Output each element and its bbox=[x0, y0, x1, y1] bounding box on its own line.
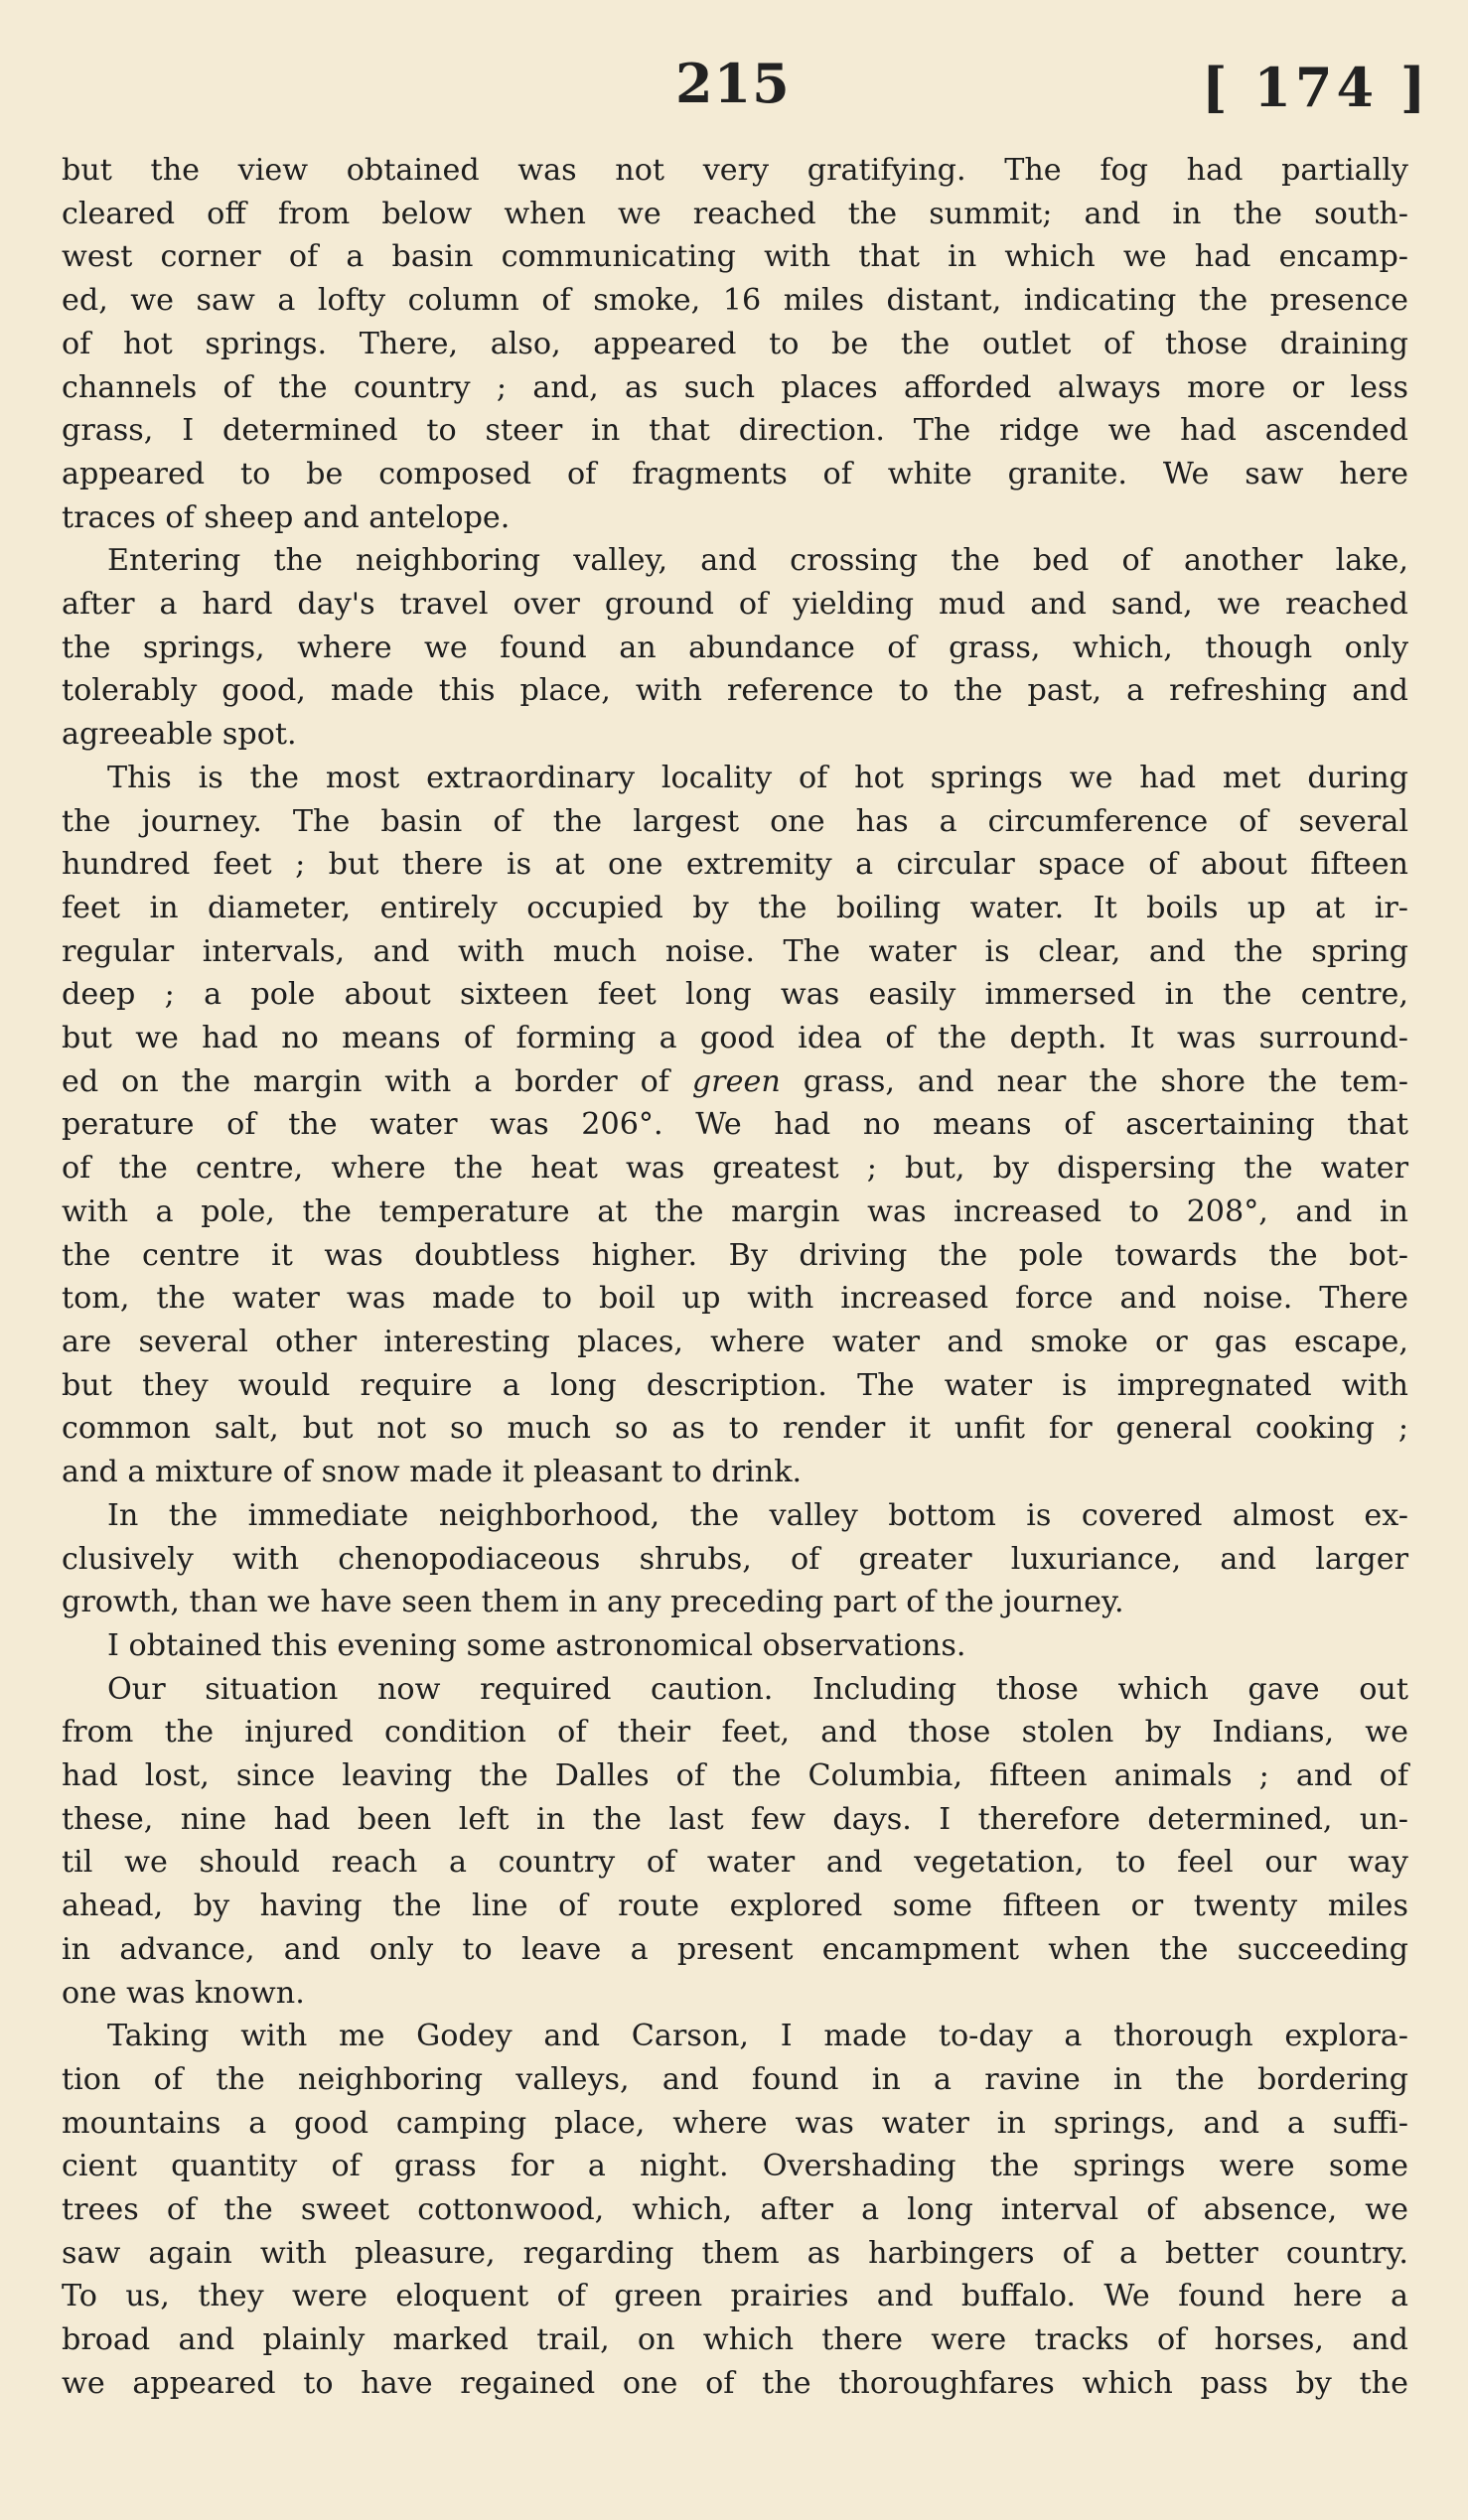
text-line: til we should reach a country of water and vegetation, to feel our way bbox=[62, 1845, 1408, 1881]
text-line: deep ; a pole about sixteen feet long was easily immersed in the centre, bbox=[62, 977, 1408, 1013]
text-line: trees of the sweet cottonwood, which, after a long interval of absence, we bbox=[62, 2192, 1408, 2228]
text-line: ed on the margin with a border of green grass, and near the shore the tem- bbox=[62, 1063, 1408, 1099]
text-line: Our situation now required caution. Including those which gave out bbox=[107, 1671, 1408, 1707]
paragraph bbox=[62, 757, 1408, 1494]
text-line: we appeared to have regained one of the thoroughfares which pass by the bbox=[62, 2365, 1408, 2401]
text-line: growth, than we have seen them in any preceding part of the journey. bbox=[62, 1585, 1124, 1620]
text-line: ahead, by having the line of route explored some fifteen or twenty miles bbox=[62, 1889, 1408, 1924]
paragraph bbox=[62, 149, 1408, 539]
text-line: ed, we saw a lofty column of smoke, 16 miles distant, indicating the presence bbox=[62, 283, 1408, 319]
text-line: I obtained this evening some astronomical observations. bbox=[107, 1627, 966, 1663]
paragraph bbox=[62, 1494, 1408, 1624]
text-line: tolerably good, made this place, with reference to the past, a refreshing and bbox=[62, 673, 1408, 709]
text-line: Taking with me Godey and Carson, I made to-day a thorough explora- bbox=[107, 2019, 1408, 2054]
text-line: mountains a good camping place, where was water in springs, and a suffi- bbox=[62, 2105, 1408, 2141]
text-line: of hot springs. There, also, appeared to be the outlet of those draining bbox=[62, 326, 1408, 361]
text-line: To us, they were eloquent of green prairies and buffalo. We found here a bbox=[62, 2279, 1408, 2314]
text-line: agreeable spot. bbox=[62, 717, 297, 753]
text-line: are several other interesting places, where water and smoke or gas escape, bbox=[62, 1324, 1408, 1359]
text-line: of the centre, where the heat was greatest ; but, by dispersing the water bbox=[62, 1151, 1408, 1187]
text-line: tion of the neighboring valleys, and found in a ravine in the bordering bbox=[62, 2061, 1408, 2097]
text-line: common salt, but not so much so as to render it unfit for general cooking ; bbox=[62, 1411, 1408, 1447]
text-line: channels of the country ; and, as such places afforded always more or less bbox=[62, 369, 1408, 405]
paragraph bbox=[62, 2015, 1408, 2405]
text-line: feet in diameter, entirely occupied by the boiling water. It boils up at ir- bbox=[62, 890, 1408, 925]
text-line: In the immediate neighborhood, the valley bottom is covered almost ex- bbox=[107, 1497, 1408, 1533]
paragraph bbox=[62, 539, 1408, 757]
text-line: the springs, where we found an abundance of grass, which, though only bbox=[62, 630, 1408, 665]
text-line: Entering the neighboring valley, and crossing the bed of another lake, bbox=[107, 543, 1408, 579]
text-line: but we had no means of forming a good idea of the depth. It was surround- bbox=[62, 1021, 1408, 1056]
text-line: one was known. bbox=[62, 1975, 305, 2011]
document-folio: [ 174 ] bbox=[1202, 56, 1430, 119]
italic-word: green bbox=[691, 1063, 781, 1099]
text-line: west corner of a basin communicating with that in which we had encamp- bbox=[62, 239, 1408, 275]
text-line: the centre it was doubtless higher. By driving the pole towards the bot- bbox=[62, 1237, 1408, 1273]
text-line: This is the most extraordinary locality of hot springs we had met during bbox=[107, 760, 1408, 795]
paragraph bbox=[62, 1668, 1408, 2016]
text-line: and a mixture of snow made it pleasant to drink. bbox=[62, 1455, 803, 1490]
text-line: clusively with chenopodiaceous shrubs, of greater luxuriance, and larger bbox=[62, 1541, 1408, 1577]
text-line: had lost, since leaving the Dalles of the Columbia, fifteen animals ; and of bbox=[62, 1758, 1408, 1794]
page-header bbox=[0, 52, 1468, 131]
text-line: saw again with pleasure, regarding them as harbingers of a better country. bbox=[62, 2235, 1408, 2271]
text-line: appeared to be composed of fragments of white granite. We saw here bbox=[62, 456, 1408, 491]
text-line: in advance, and only to leave a present encampment when the succeeding bbox=[62, 1931, 1408, 1967]
text-line: perature of the water was 206°. We had no means of ascertaining that bbox=[62, 1107, 1408, 1143]
text-line-tail: grass, and near the shore the tem- bbox=[803, 1063, 1408, 1099]
body-text bbox=[62, 149, 1408, 2406]
text-line: cleared off from below when we reached the summit; and in the south- bbox=[62, 196, 1408, 231]
text-line: hundred feet ; but there is at one extremity a circular space of about fifteen bbox=[62, 847, 1408, 883]
text-line: tom, the water was made to boil up with increased force and noise. There bbox=[62, 1281, 1408, 1317]
text-line: after a hard day's travel over ground of yielding mud and sand, we reached bbox=[62, 587, 1408, 623]
text-line: but they would require a long description. The water is impregnated with bbox=[62, 1367, 1408, 1403]
text-line: broad and plainly marked trail, on which there were tracks of horses, and bbox=[62, 2322, 1408, 2358]
text-line: traces of sheep and antelope. bbox=[62, 499, 511, 535]
text-line: the journey. The basin of the largest one has a circumference of several bbox=[62, 803, 1408, 839]
text-line: grass, I determined to steer in that direction. The ridge we had ascended bbox=[62, 413, 1408, 449]
text-line: from the injured condition of their feet, and those stolen by Indians, we bbox=[62, 1715, 1408, 1750]
text-line: cient quantity of grass for a night. Overshading the springs were some bbox=[62, 2149, 1408, 2184]
text-line: but the view obtained was not very gratifying. The fog had partially bbox=[62, 153, 1408, 188]
text-line: with a pole, the temperature at the margin was increased to 208°, and in bbox=[62, 1193, 1408, 1229]
text-line: regular intervals, and with much noise. The water is clear, and the spring bbox=[62, 933, 1408, 969]
page-number: 215 bbox=[675, 52, 791, 115]
text-line: these, nine had been left in the last few days. I therefore determined, un- bbox=[62, 1801, 1408, 1837]
paragraph bbox=[62, 1624, 1408, 1668]
